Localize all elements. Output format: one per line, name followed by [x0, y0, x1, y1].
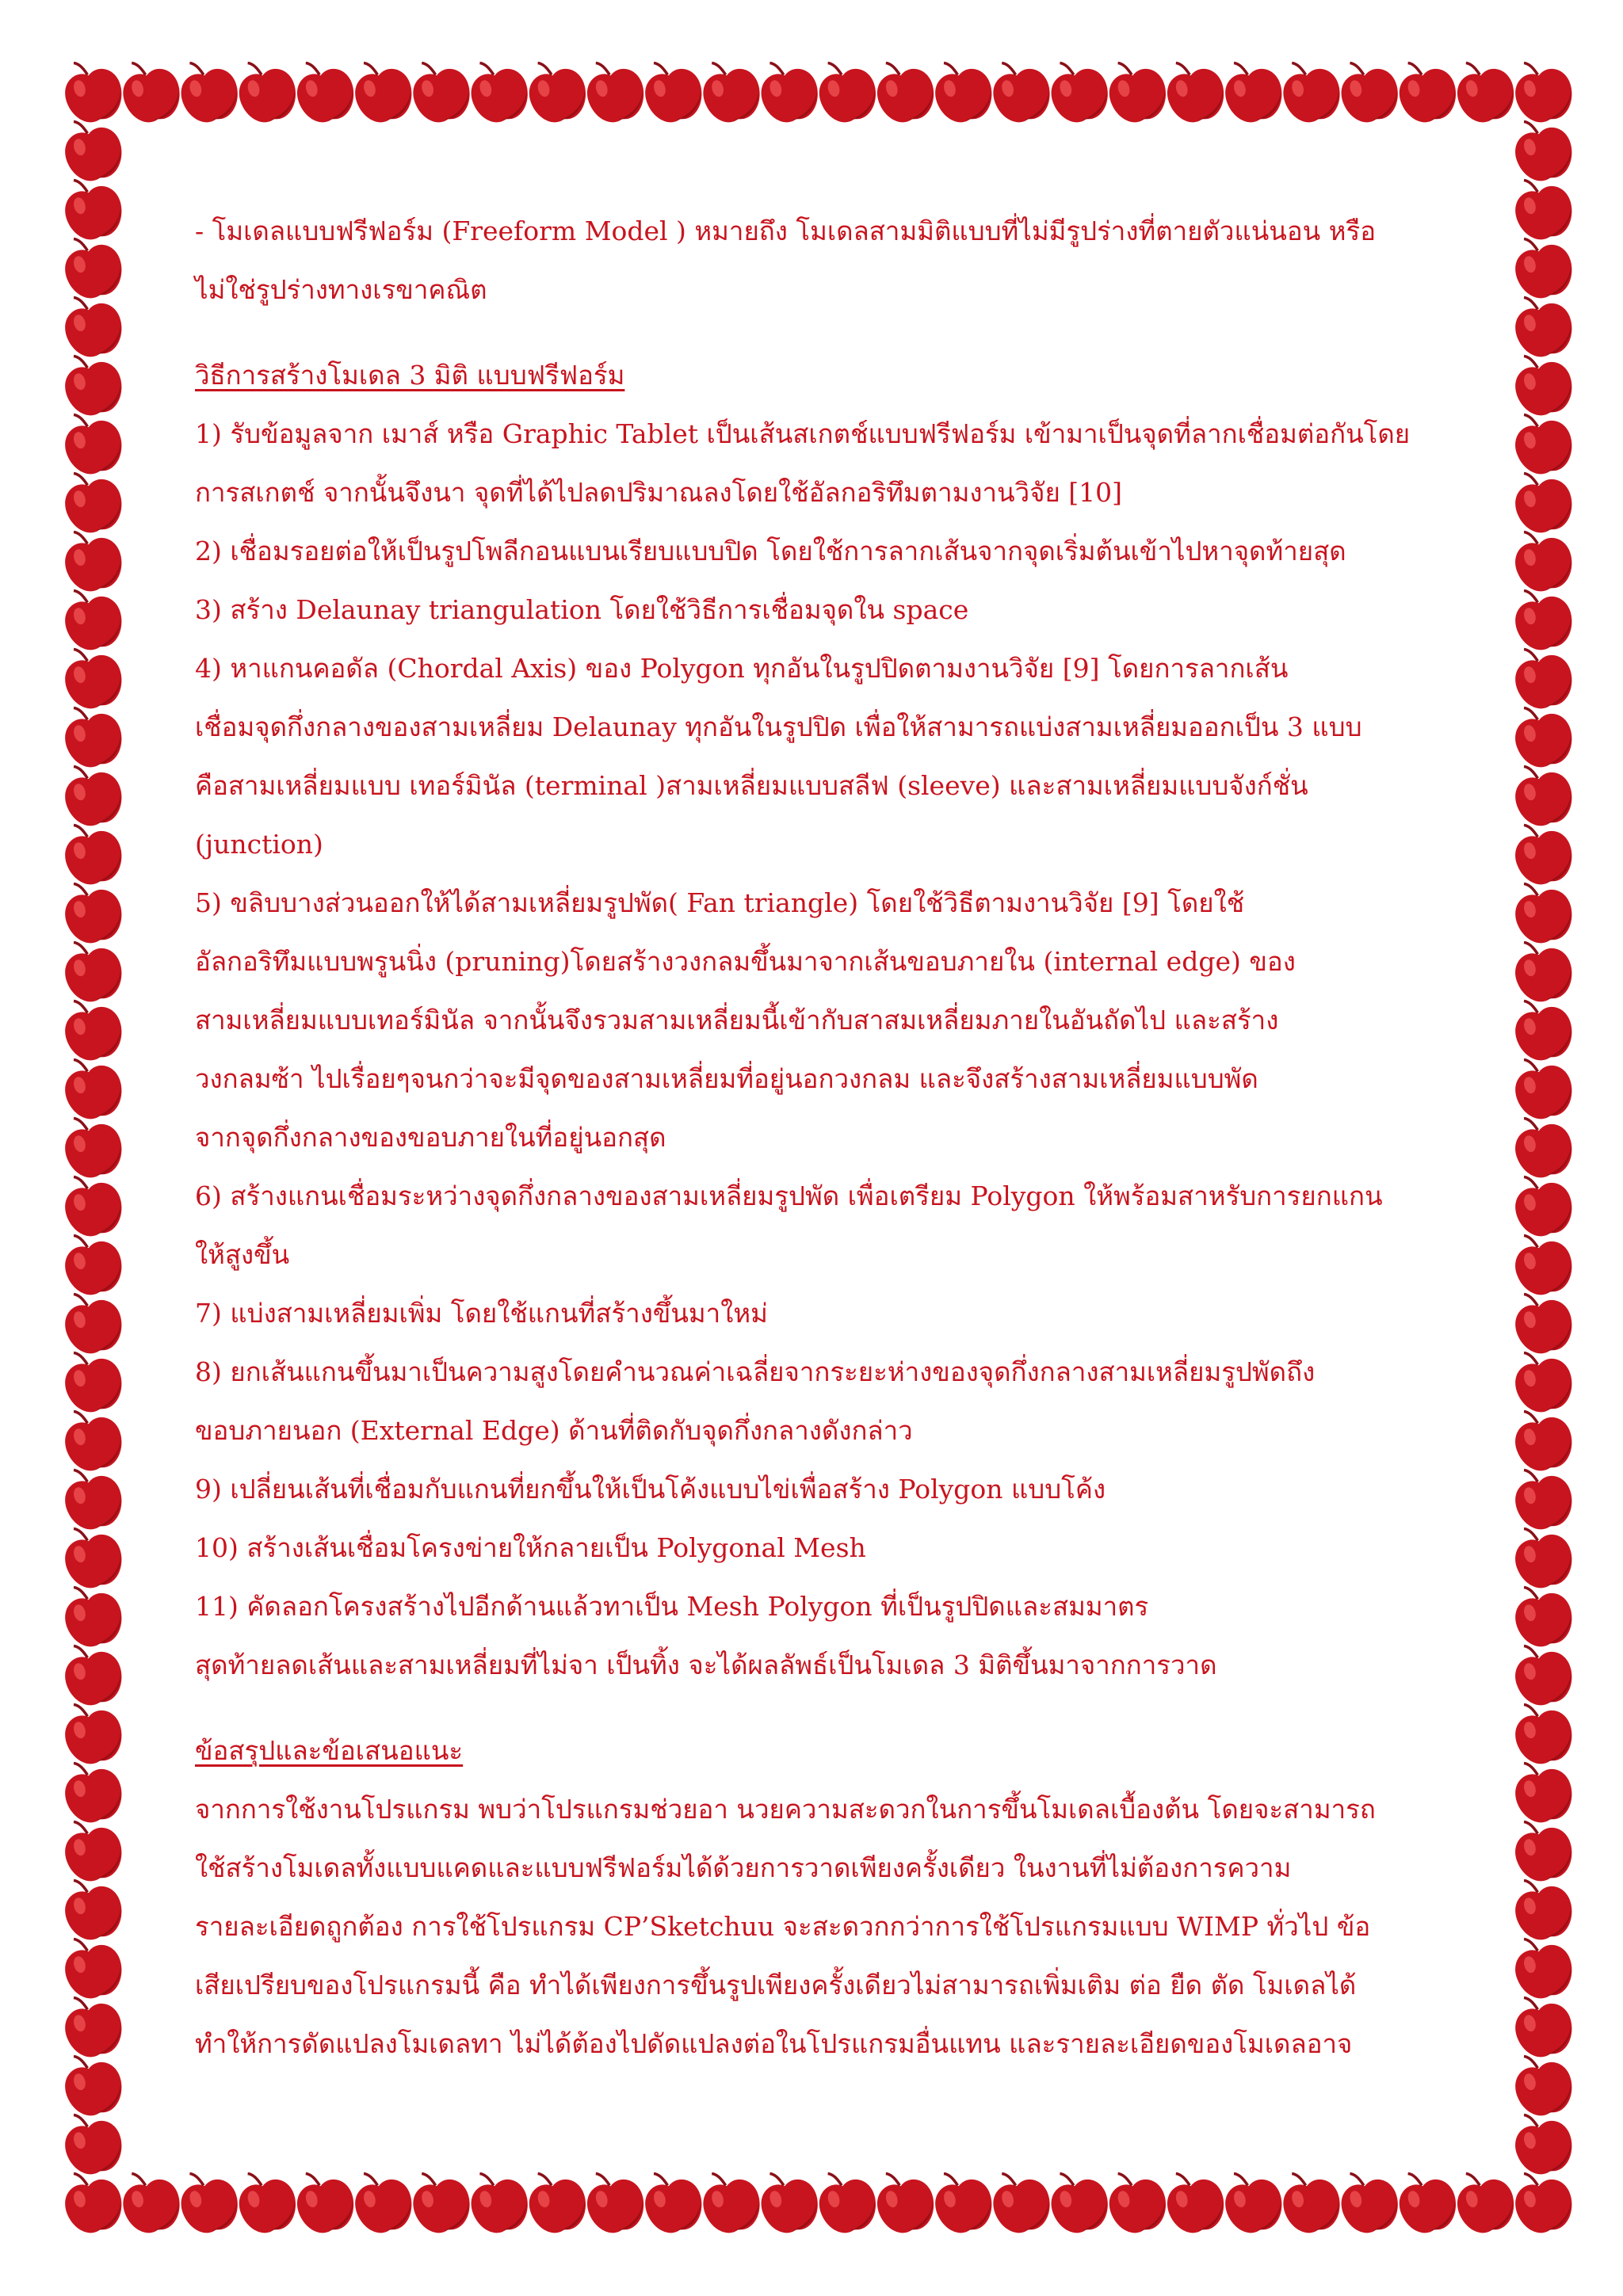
- apple-icon: [57, 522, 128, 597]
- apple-icon: [1507, 405, 1578, 479]
- conclusion-line: เสียเปรียบของโปรแกรมนี้ คือ ทำได้เพียงการขึ้นรูปเพียงครั้งเดียวไม่สามารถเพิ่มเติม ต่อ ยืด ตัด โมเดลได้: [195, 1970, 1357, 2000]
- conclusion-line: จากการใช้งานโปรแกรม พบว่าโปรแกรมช่วยอา นวยความสะดวกในการขึ้นโมเดลเบื้องต้น โดยจะสามารถ: [195, 1794, 1376, 1825]
- apple-icon: [406, 53, 476, 128]
- apple-icon: [464, 53, 534, 128]
- apple-icon: [1102, 53, 1172, 128]
- method-line: อัลกอริทึมแบบพรูนนิ่ง (pruning)โดยสร้างวงกลมขึ้นมาจากเส้นขอบภายใน (internal edge) ของ: [195, 946, 1296, 977]
- apple-icon: [1507, 1988, 1578, 2062]
- apple-icon: [406, 2164, 476, 2238]
- conclusion-paragraph: [195, 1780, 1447, 2073]
- apple-icon: [1507, 229, 1578, 303]
- method-line: (junction): [195, 829, 323, 860]
- apple-icon: [1507, 1695, 1578, 1769]
- apple-icon: [812, 2164, 882, 2238]
- apple-icon: [1159, 53, 1230, 128]
- apple-icon: [1507, 112, 1578, 186]
- apple-icon: [696, 53, 766, 128]
- apple-icon: [57, 112, 128, 186]
- apple-icon: [1507, 639, 1578, 714]
- apple-icon: [57, 1402, 128, 1476]
- spacer: [195, 319, 1447, 346]
- apple-icon: [57, 1284, 128, 1359]
- spacer: [195, 1695, 1447, 1722]
- conclusion-line: รายละเอียดถูกต้อง การใช้โปรแกรม CP’Sketchuu จะสะดวกกว่าการใช้โปรแกรมแบบ WIMP ทั่วไป ข้อ: [195, 1911, 1371, 1942]
- method-line: 8) ยกเส้นแกนขึ้นมาเป็นความสูงโดยคำนวณค่าเฉลี่ยจากระยะห่างของจุดกึ่งกลางสามเหลี่ยมรูปพัดถึง: [195, 1356, 1316, 1387]
- apple-icon: [1507, 522, 1578, 597]
- apple-icon: [754, 2164, 824, 2238]
- document-body: [195, 202, 1447, 2073]
- method-line: 9) เปลี่ยนเส้นที่เชื่อมกับแกนที่ยกขึ้นให้เป็นโค้งแบบไข่เพื่อสร้าง Polygon แบบโค้ง: [195, 1474, 1106, 1505]
- apple-icon: [347, 2164, 418, 2238]
- apple-icon: [289, 2164, 360, 2238]
- apple-icon: [57, 1695, 128, 1769]
- apple-icon: [1507, 2164, 1578, 2238]
- apple-icon: [1507, 991, 1578, 1066]
- apple-icon: [1507, 581, 1578, 655]
- apple-icon: [1507, 1167, 1578, 1241]
- apple-icon: [347, 53, 418, 128]
- apple-icon: [231, 53, 302, 128]
- apple-icon: [579, 53, 650, 128]
- apple-icon: [57, 2164, 128, 2238]
- apple-icon: [57, 288, 128, 362]
- method-line: สามเหลี่ยมแบบเทอร์มินัล จากนั้นจึงรวมสามเหลี่ยมนี้เข้ากับสาสมเหลี่ยมภายในอันถัดไป และสร้าง: [195, 1005, 1279, 1035]
- apple-icon: [57, 1929, 128, 2004]
- conclusion-line: ใช้สร้างโมเดลทั้งแบบแคดและแบบฟรีฟอร์มได้ด้วยการวาดเพียงครั้งเดียว ในงานที่ไม่ต้องการความ: [195, 1852, 1292, 1883]
- apple-icon: [1276, 53, 1346, 128]
- method-line: 2) เชื่อมรอยต่อให้เป็นรูปโพลีกอนแบนเรียบแบบปิด โดยใช้การลากเส้นจากจุดเริ่มต้นเข้าไปหาจุดท้ายสุด: [195, 536, 1346, 566]
- apple-icon: [116, 53, 186, 128]
- method-steps: [195, 405, 1447, 1695]
- apple-icon: [231, 2164, 302, 2238]
- apple-icon: [57, 1519, 128, 1593]
- apple-icon: [1507, 1929, 1578, 2004]
- apple-icon: [57, 933, 128, 1007]
- method-line: 4) หาแกนคอดัล (Chordal Axis) ของ Polygon ทุกอันในรูปปิดตามงานวิจัย [9] โดยการลากเส้น: [195, 653, 1289, 684]
- apple-icon: [1334, 2164, 1404, 2238]
- apple-icon: [57, 1636, 128, 1711]
- apple-icon: [57, 1812, 128, 1886]
- apple-icon: [174, 2164, 244, 2238]
- apple-icon: [57, 1577, 128, 1652]
- apple-icon: [521, 53, 592, 128]
- apple-icon: [57, 2046, 128, 2121]
- apple-icon: [57, 1108, 128, 1183]
- apple-icon: [1507, 1753, 1578, 1828]
- apple-icon: [57, 1460, 128, 1535]
- apple-icon: [1507, 1402, 1578, 1476]
- apple-icon: [1507, 698, 1578, 772]
- apple-icon: [57, 170, 128, 245]
- intro-line: - โมเดลแบบฟรีฟอร์ม (Freeform Model ) หมายถึง โมเดลสามมิติแบบที่ไม่มีรูปร่างที่ตายตัวแน่นอน หรือ: [195, 215, 1377, 246]
- apple-icon: [57, 581, 128, 655]
- method-line: 11) คัดลอกโครงสร้างไปอีกด้านแล้วทาเป็น Mesh Polygon ที่เป็นรูปปิดและสมมาตร: [195, 1591, 1149, 1622]
- apple-icon: [57, 1753, 128, 1828]
- apple-icon: [1159, 2164, 1230, 2238]
- apple-icon: [1507, 2105, 1578, 2180]
- section-heading-method: วิธีการสร้างโมเดล 3 มิติ แบบฟรีฟอร์ม: [195, 360, 625, 391]
- method-line: 1) รับข้อมูลจาก เมาส์ หรือ Graphic Tablet เป็นเส้นสเกตช์แบบฟรีฟอร์ม เข้ามาเป็นจุดที่ลากเชื่อมต่อกันโดย: [195, 418, 1411, 449]
- apple-icon: [579, 2164, 650, 2238]
- apple-icon: [696, 2164, 766, 2238]
- method-line: จากจุดกึ่งกลางของขอบภายในที่อยู่นอกสุด: [195, 1122, 666, 1153]
- apple-icon: [1507, 1226, 1578, 1300]
- method-line: ขอบภายนอก (External Edge) ด้านที่ติดกับจุดกึ่งกลางดังกล่าว: [195, 1415, 913, 1446]
- apple-icon: [1102, 2164, 1172, 2238]
- apple-icon: [464, 2164, 534, 2238]
- apple-icon: [1044, 53, 1114, 128]
- apple-icon: [1507, 463, 1578, 538]
- apple-icon: [1507, 170, 1578, 245]
- apple-icon: [1507, 1636, 1578, 1711]
- method-line: 6) สร้างแกนเชื่อมระหว่างจุดกึ่งกลางของสามเหลี่ยมรูปพัด เพื่อเตรียม Polygon ให้พร้อมสาหรับการยกแกน: [195, 1180, 1383, 1211]
- apple-icon: [927, 53, 998, 128]
- apple-icon: [986, 53, 1056, 128]
- apple-icon: [1507, 288, 1578, 362]
- method-line: 7) แบ่งสามเหลี่ยมเพิ่ม โดยใช้แกนที่สร้างขึ้นมาใหม่: [195, 1298, 768, 1329]
- apple-icon: [57, 346, 128, 421]
- intro-paragraph: [195, 202, 1447, 319]
- apple-icon: [1507, 874, 1578, 948]
- apple-icon: [57, 1988, 128, 2062]
- apple-icon: [754, 53, 824, 128]
- apple-icon: [57, 991, 128, 1066]
- apple-icon: [57, 1167, 128, 1241]
- apple-icon: [1507, 1343, 1578, 1417]
- section-heading-conclusion: ข้อสรุปและข้อเสนอแนะ: [195, 1735, 464, 1766]
- method-line: สุดท้ายลดเส้นและสามเหลี่ยมที่ไม่จา เป็นทิ้ง จะได้ผลลัพธ์เป็นโมเดล 3 มิติขึ้นมาจากการวาด: [195, 1650, 1217, 1680]
- apple-icon: [1507, 1108, 1578, 1183]
- apple-icon: [1392, 2164, 1462, 2238]
- apple-icon: [1507, 2046, 1578, 2121]
- apple-icon: [1507, 933, 1578, 1007]
- apple-icon: [1507, 1871, 1578, 1945]
- apple-icon: [57, 229, 128, 303]
- method-line: 5) ขลิบบางส่วนออกให้ได้สามเหลี่ยมรูปพัด( Fan triangle) โดยใช้วิธีตามงานวิจัย [9] โดยใช้: [195, 887, 1245, 918]
- apple-icon: [986, 2164, 1056, 2238]
- apple-icon: [1334, 53, 1404, 128]
- apple-icon: [57, 53, 128, 128]
- apple-icon: [1217, 53, 1288, 128]
- apple-icon: [927, 2164, 998, 2238]
- apple-icon: [1507, 53, 1578, 128]
- apple-icon: [57, 639, 128, 714]
- method-line: 3) สร้าง Delaunay triangulation โดยใช้วิธีการเชื่อมจุดใน space: [195, 594, 969, 625]
- apple-icon: [57, 757, 128, 831]
- apple-icon: [1044, 2164, 1114, 2238]
- apple-icon: [57, 815, 128, 890]
- intro-line: ไม่ใช่รูปร่างทางเรขาคณิต: [195, 274, 487, 305]
- apple-icon: [1507, 1812, 1578, 1886]
- apple-icon: [57, 2105, 128, 2180]
- apple-icon: [869, 2164, 940, 2238]
- apple-icon: [174, 53, 244, 128]
- apple-icon: [1276, 2164, 1346, 2238]
- method-line: เชื่อมจุดกึ่งกลางของสามเหลี่ยม Delaunay ทุกอันในรูปปิด เพื่อให้สามารถแบ่งสามเหลี่ยมออกเป็น 3 แบบ: [195, 711, 1362, 742]
- apple-icon: [1507, 1460, 1578, 1535]
- apple-icon: [521, 2164, 592, 2238]
- apple-icon: [57, 1871, 128, 1945]
- apple-icon: [57, 1050, 128, 1124]
- apple-icon: [289, 53, 360, 128]
- apple-icon: [57, 463, 128, 538]
- apple-icon: [57, 874, 128, 948]
- method-line: วงกลมซ้า ไปเรื่อยๆจนกว่าจะมีจุดของสามเหลี่ยมที่อยู่นอกวงกลม และจึงสร้างสามเหลี่ยมแบบพัด: [195, 1063, 1258, 1094]
- apple-icon: [1507, 1577, 1578, 1652]
- apple-icon: [1449, 2164, 1520, 2238]
- method-line: คือสามเหลี่ยมแบบ เทอร์มินัล (terminal )สามเหลี่ยมแบบสลีฟ (sleeve) และสามเหลี่ยมแบบจังก์ชั่น: [195, 770, 1308, 801]
- apple-icon: [57, 1343, 128, 1417]
- method-line: ให้สูงขึ้น: [195, 1239, 290, 1270]
- apple-icon: [1507, 1284, 1578, 1359]
- apple-icon: [1507, 1519, 1578, 1593]
- apple-icon: [869, 53, 940, 128]
- apple-icon: [1449, 53, 1520, 128]
- apple-icon: [1217, 2164, 1288, 2238]
- apple-icon: [57, 698, 128, 772]
- conclusion-line: ทำให้การดัดแปลงโมเดลทา ไม่ได้ต้องไปดัดแปลงต่อในโปรแกรมอื่นแทน และรายละเอียดของโมเดลอาจ: [195, 2028, 1353, 2059]
- apple-icon: [637, 2164, 708, 2238]
- apple-icon: [637, 53, 708, 128]
- method-line: การสเกตช์ จากนั้นจึงนา จุดที่ได้ไปลดปริมาณลงโดยใช้อัลกอริทึมตามงานวิจัย [10]: [195, 477, 1123, 508]
- apple-icon: [116, 2164, 186, 2238]
- apple-icon: [1392, 53, 1462, 128]
- apple-icon: [812, 53, 882, 128]
- method-line: 10) สร้างเส้นเชื่อมโครงข่ายให้กลายเป็น Polygonal Mesh: [195, 1532, 866, 1563]
- apple-icon: [1507, 815, 1578, 890]
- apple-icon: [1507, 1050, 1578, 1124]
- apple-icon: [1507, 346, 1578, 421]
- apple-icon: [57, 1226, 128, 1300]
- apple-icon: [1507, 757, 1578, 831]
- apple-icon: [57, 405, 128, 479]
